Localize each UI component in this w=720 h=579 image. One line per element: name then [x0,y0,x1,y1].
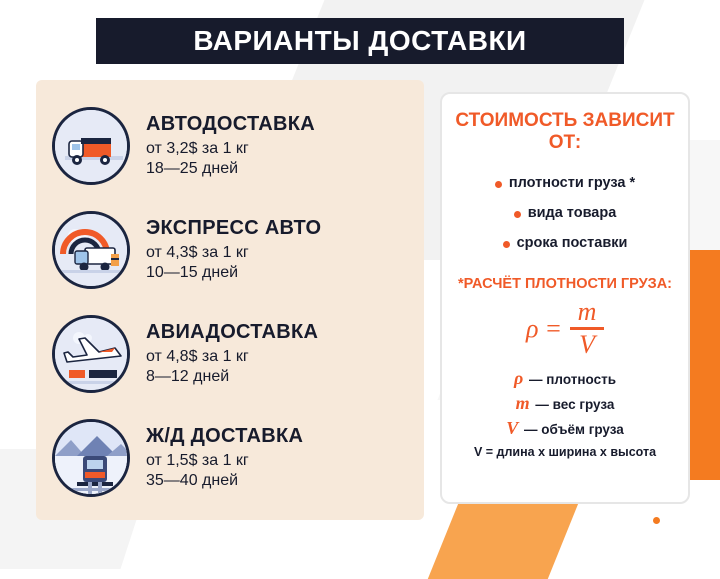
list-item [46,94,414,198]
legend-text: — вес груза [535,397,615,413]
legend-text: — плотность [529,372,616,388]
watermark-text: Avito [669,512,706,529]
density-formula [454,299,676,358]
formula-rho: ρ [525,313,539,343]
avito-logo-icon [649,513,664,528]
shipping-option-title: АВТОДОСТАВКА [146,113,315,136]
shipping-option-text [146,217,414,282]
shipping-option-text [146,113,414,178]
shipping-option-duration: 10—15 дней [146,264,239,281]
shipping-option-text [146,321,414,386]
express-truck-icon [52,211,130,289]
legend-row [454,368,676,389]
shipping-option-duration: 18—25 дней [146,160,239,177]
legend-row [454,418,676,439]
volume-text: = длина x ширина x высота [485,445,657,460]
legend-row [454,393,676,414]
airplane-icon [52,315,130,393]
legend-symbol: V [506,418,519,439]
formula-equals: = [544,313,563,343]
cost-panel-title: СТОИМОСТЬ ЗАВИСИТ ОТ: [455,110,675,153]
shipping-option-price: от 3,2$ за 1 кг [146,140,249,158]
shipping-option-duration: 8—12 дней [146,368,230,385]
list-item [46,198,414,302]
list-item: плотности груза * [495,175,635,191]
volume-symbol: V [473,445,483,460]
shipping-option-title: Ж/Д ДОСТАВКА [146,425,304,448]
formula-denominator: V [579,330,595,360]
shipping-option-price: от 4,3$ за 1 кг [146,244,249,262]
formula-numerator: m [577,297,597,327]
cost-info-card [440,92,690,504]
shipping-option-price: от 1,5$ за 1 кг [146,452,249,470]
formula-fraction [570,299,604,358]
page-title: ВАРИАНТЫ ДОСТАВКИ [96,18,624,64]
shipping-option-text [146,425,414,490]
shipping-option-title: ЭКСПРЕСС АВТО [146,217,322,240]
list-item [46,406,414,510]
legend-symbol: ρ [513,368,524,389]
shipping-option-duration: 35—40 дней [146,472,239,489]
legend-symbol: m [515,393,530,414]
train-icon [52,419,130,497]
list-item: вида товара [514,205,617,221]
list-item [46,302,414,406]
density-calc-title: *РАСЧЁТ ПЛОТНОСТИ ГРУЗА: [457,275,673,292]
shipping-option-title: АВИАДОСТАВКА [146,321,319,344]
watermark [649,512,706,529]
shipping-options-card [36,80,424,520]
shipping-option-price: от 4,8$ за 1 кг [146,348,249,366]
volume-note [454,445,676,459]
list-item: срока поставки [503,235,628,251]
legend-text: — объём груза [523,422,624,438]
truck-icon [52,107,130,185]
cost-factors-list [454,168,676,258]
